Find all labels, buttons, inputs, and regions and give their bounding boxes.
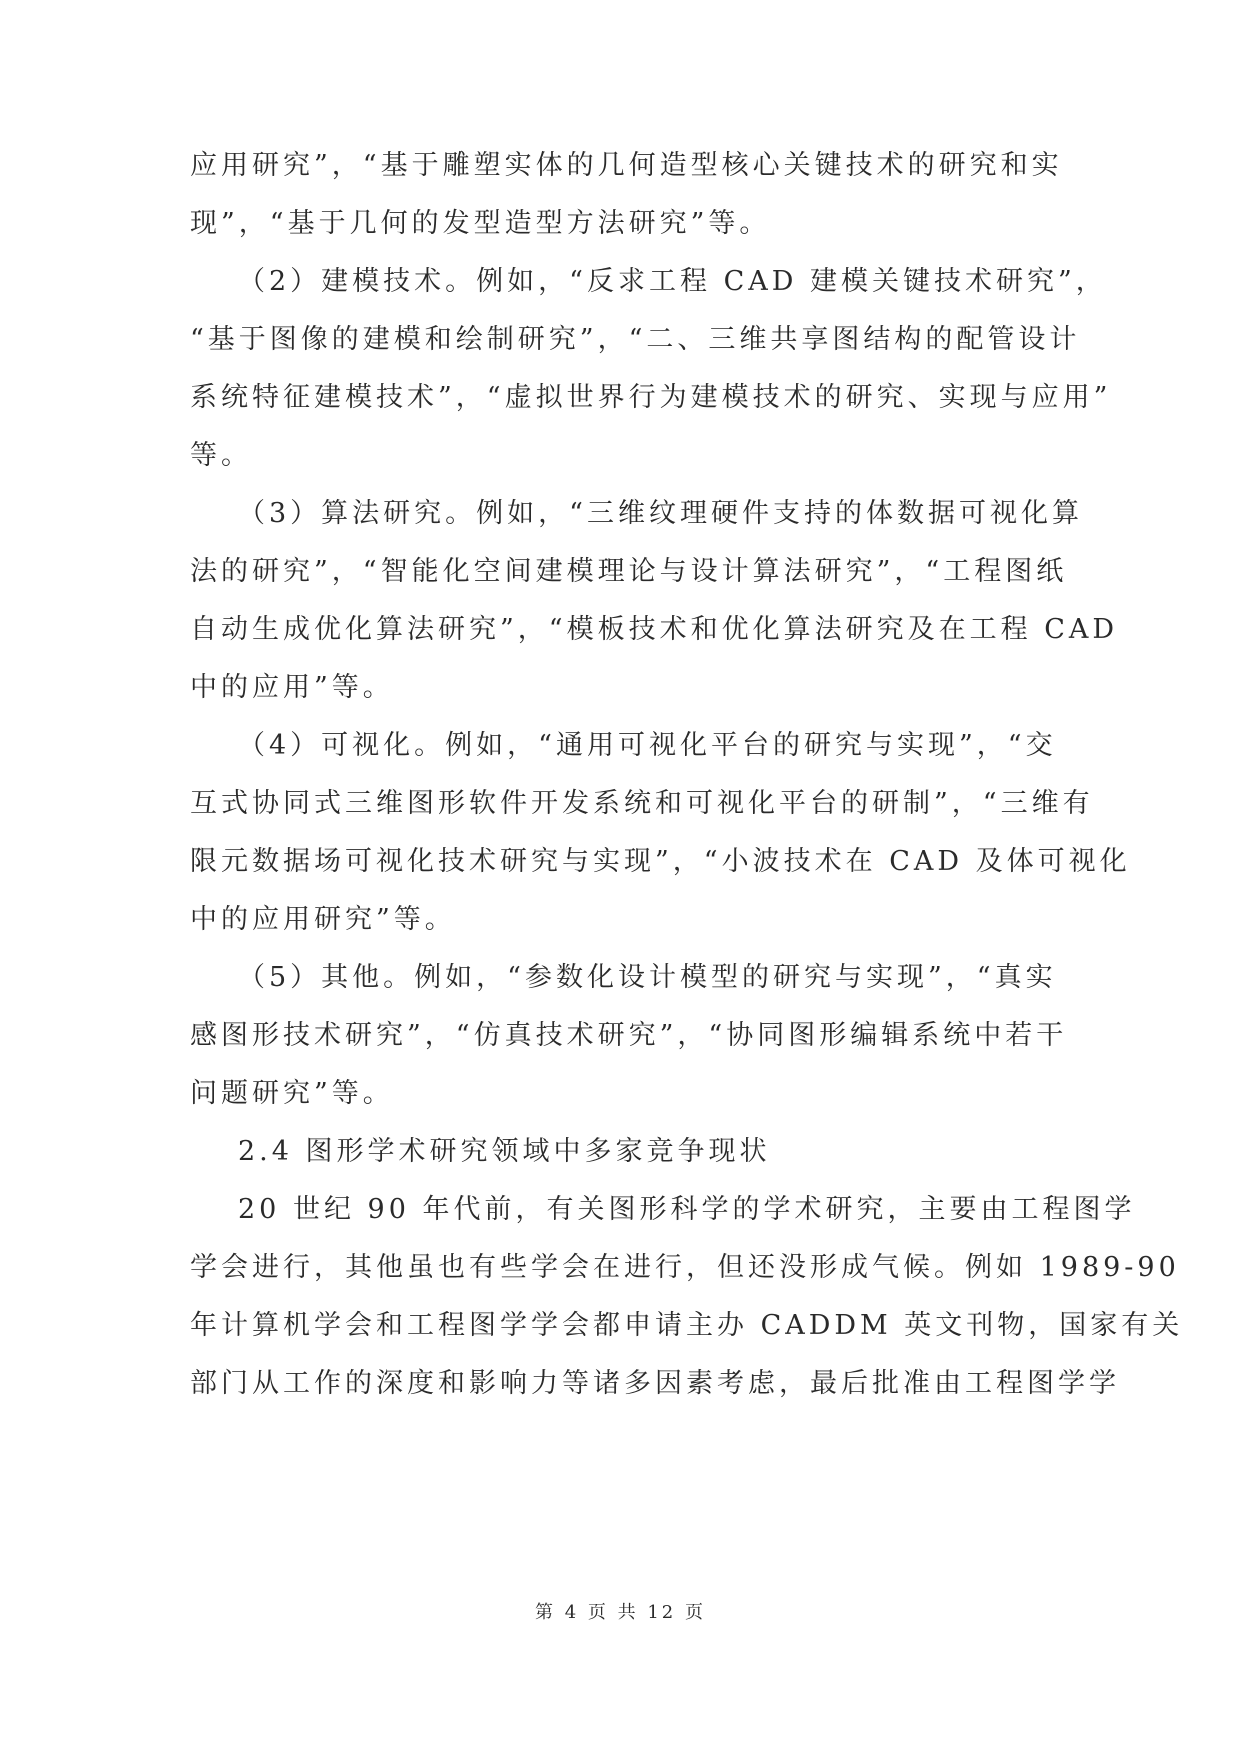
body-line: 现”，“基于几何的发型造型方法研究”等。: [190, 208, 771, 239]
body-line: 部门从工作的深度和影响力等诸多因素考虑，最后批准由工程图学学: [190, 1368, 1120, 1399]
page-number-footer: 第 4 页 共 12 页: [535, 1602, 706, 1623]
body-line: 应用研究”，“基于雕塑实体的几何造型核心关键技术的研究和实: [190, 150, 1063, 181]
body-line: “基于图像的建模和绘制研究”，“二、三维共享图结构的配管设计: [190, 324, 1081, 355]
body-line: （5）其他。例如，“参数化设计模型的研究与实现”，“真实: [238, 962, 1057, 993]
body-line: 中的应用”等。: [190, 672, 394, 703]
body-line: 年计算机学会和工程图学学会都申请主办 CADDM 英文刊物，国家有关: [190, 1310, 1184, 1341]
body-line: 系统特征建模技术”，“虚拟世界行为建模技术的研究、实现与应用”: [190, 382, 1112, 413]
body-line: 中的应用研究”等。: [190, 904, 456, 935]
body-line: 法的研究”，“智能化空间建模理论与设计算法研究”，“工程图纸: [190, 556, 1068, 587]
body-line: 问题研究”等。: [190, 1078, 394, 1109]
body-line: 学会进行，其他虽也有些学会在进行，但还没形成气候。例如 1989-90: [190, 1252, 1180, 1283]
body-line: （2）建模技术。例如，“反求工程 CAD 建模关键技术研究”，: [238, 266, 1107, 297]
body-line: 自动生成优化算法研究”，“模板技术和优化算法研究及在工程 CAD: [190, 614, 1118, 645]
body-line: 20 世纪 90 年代前，有关图形科学的学术研究，主要由工程图学: [238, 1194, 1136, 1225]
body-line: 等。: [190, 440, 252, 471]
body-line: 互式协同式三维图形软件开发系统和可视化平台的研制”，“三维有: [190, 788, 1094, 819]
section-heading: 2.4 图形学术研究领域中多家竞争现状: [238, 1136, 771, 1167]
body-line: 限元数据场可视化技术研究与实现”，“小波技术在 CAD 及体可视化: [190, 846, 1131, 877]
body-line: （3）算法研究。例如，“三维纹理硬件支持的体数据可视化算: [238, 498, 1083, 529]
body-line: 感图形技术研究”，“仿真技术研究”，“协同图形编辑系统中若干: [190, 1020, 1068, 1051]
body-line: （4）可视化。例如，“通用可视化平台的研究与实现”，“交: [238, 730, 1057, 761]
